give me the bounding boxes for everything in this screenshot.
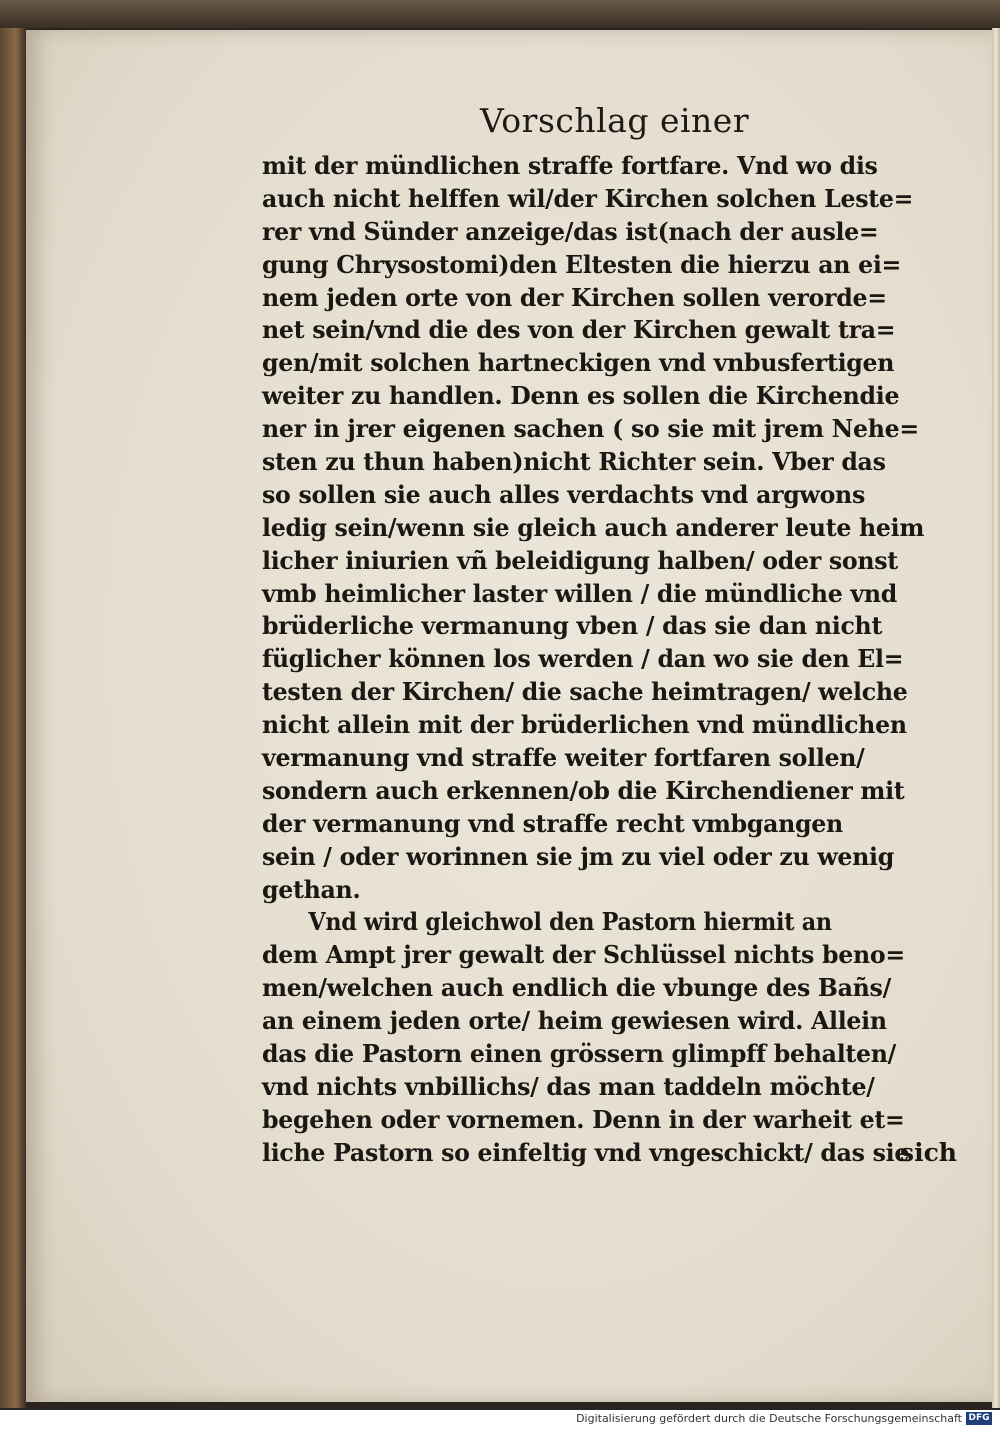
- text-line: füglicher können los werden / dan wo sie den El=: [262, 644, 904, 674]
- text-line: rer vnd Sünder anzeige/das ist(nach der ausle=: [262, 216, 879, 246]
- text-line: Vnd wird gleichwol den Pastorn hiermit an: [308, 907, 832, 937]
- text-line: liche Pastorn so einfeltig vnd vngeschickt/ das sie: [262, 1137, 910, 1167]
- text-line: weiter zu handlen. Denn es sollen die Kirchendie: [262, 381, 900, 411]
- body-text: [262, 150, 952, 1170]
- text-line: ner in jrer eigenen sachen ( so sie mit jrem Nehe=: [262, 414, 919, 444]
- text-line: sein / oder worinnen sie jm zu viel oder zu wenig: [262, 841, 894, 871]
- text-line: der vermanung vnd straffe recht vmbgangen: [262, 808, 843, 838]
- text-line: mit der mündlichen straffe fortfare. Vnd wo dis: [262, 151, 878, 180]
- text-line: brüderliche vermanung vben / das sie dan nicht: [262, 611, 883, 641]
- text-line: vermanung vnd straffe weiter fortfaren sollen/: [262, 743, 865, 773]
- text-line: vnd nichts vnbillichs/ das man taddeln möchte/: [262, 1071, 875, 1101]
- text-line: sondern auch erkennen/ob die Kirchendiener mit: [262, 775, 905, 805]
- text-line: gen/mit solchen hartneckigen vnd vnbusfertigen: [262, 348, 895, 378]
- text-line: vmb heimlicher laster willen / die mündliche vnd: [262, 578, 897, 608]
- text-line: gethan.: [262, 874, 361, 904]
- text-line: licher iniurien vñ beleidigung halben/ oder sonst: [262, 545, 898, 575]
- text-line: an einem jeden orte/ heim gewiesen wird. Allein: [262, 1006, 887, 1036]
- binding-board-top: [0, 0, 1000, 28]
- text-line: nem jeden orte von der Kirchen sollen verorde=: [262, 282, 887, 312]
- text-line: dem Ampt jrer gewalt der Schlüssel nichts beno=: [262, 940, 905, 970]
- text-line: begehen oder vornemen. Denn in der warheit et=: [262, 1104, 905, 1134]
- text-line: ledig sein/wenn sie gleich auch anderer leute heim: [262, 512, 925, 542]
- text-line: so sollen sie auch alles verdachts vnd argwons: [262, 479, 865, 509]
- binding-board-left: [0, 28, 26, 1408]
- dfg-logo: DFG: [966, 1412, 992, 1425]
- text-line: sten zu thun haben)nicht Richter sein. Vber das: [262, 447, 886, 477]
- text-line: das die Pastorn einen grössern glimpff behalten/: [262, 1039, 897, 1069]
- running-head: Vorschlag einer: [480, 101, 750, 140]
- page-edge-right: [992, 28, 1000, 1408]
- text-line: auch nicht helffen wil/der Kirchen solchen Leste=: [262, 183, 914, 213]
- text-line: nicht allein mit der brüderlichen vnd mündlichen: [262, 710, 907, 740]
- catchword: sich: [900, 1138, 957, 1167]
- footer-credit: Digitalisierung gefördert durch die Deutsche Forschungsgemeinschaft: [576, 1412, 962, 1425]
- text-line: gung Chrysostomi)den Eltesten die hierzu an ei=: [262, 249, 902, 279]
- text-line: net sein/vnd die des von der Kirchen gewalt tra=: [262, 315, 896, 345]
- text-line: testen der Kirchen/ die sache heimtragen/ welche: [262, 677, 908, 707]
- text-line: men/welchen auch endlich die vbunge des Bañs/: [262, 973, 891, 1003]
